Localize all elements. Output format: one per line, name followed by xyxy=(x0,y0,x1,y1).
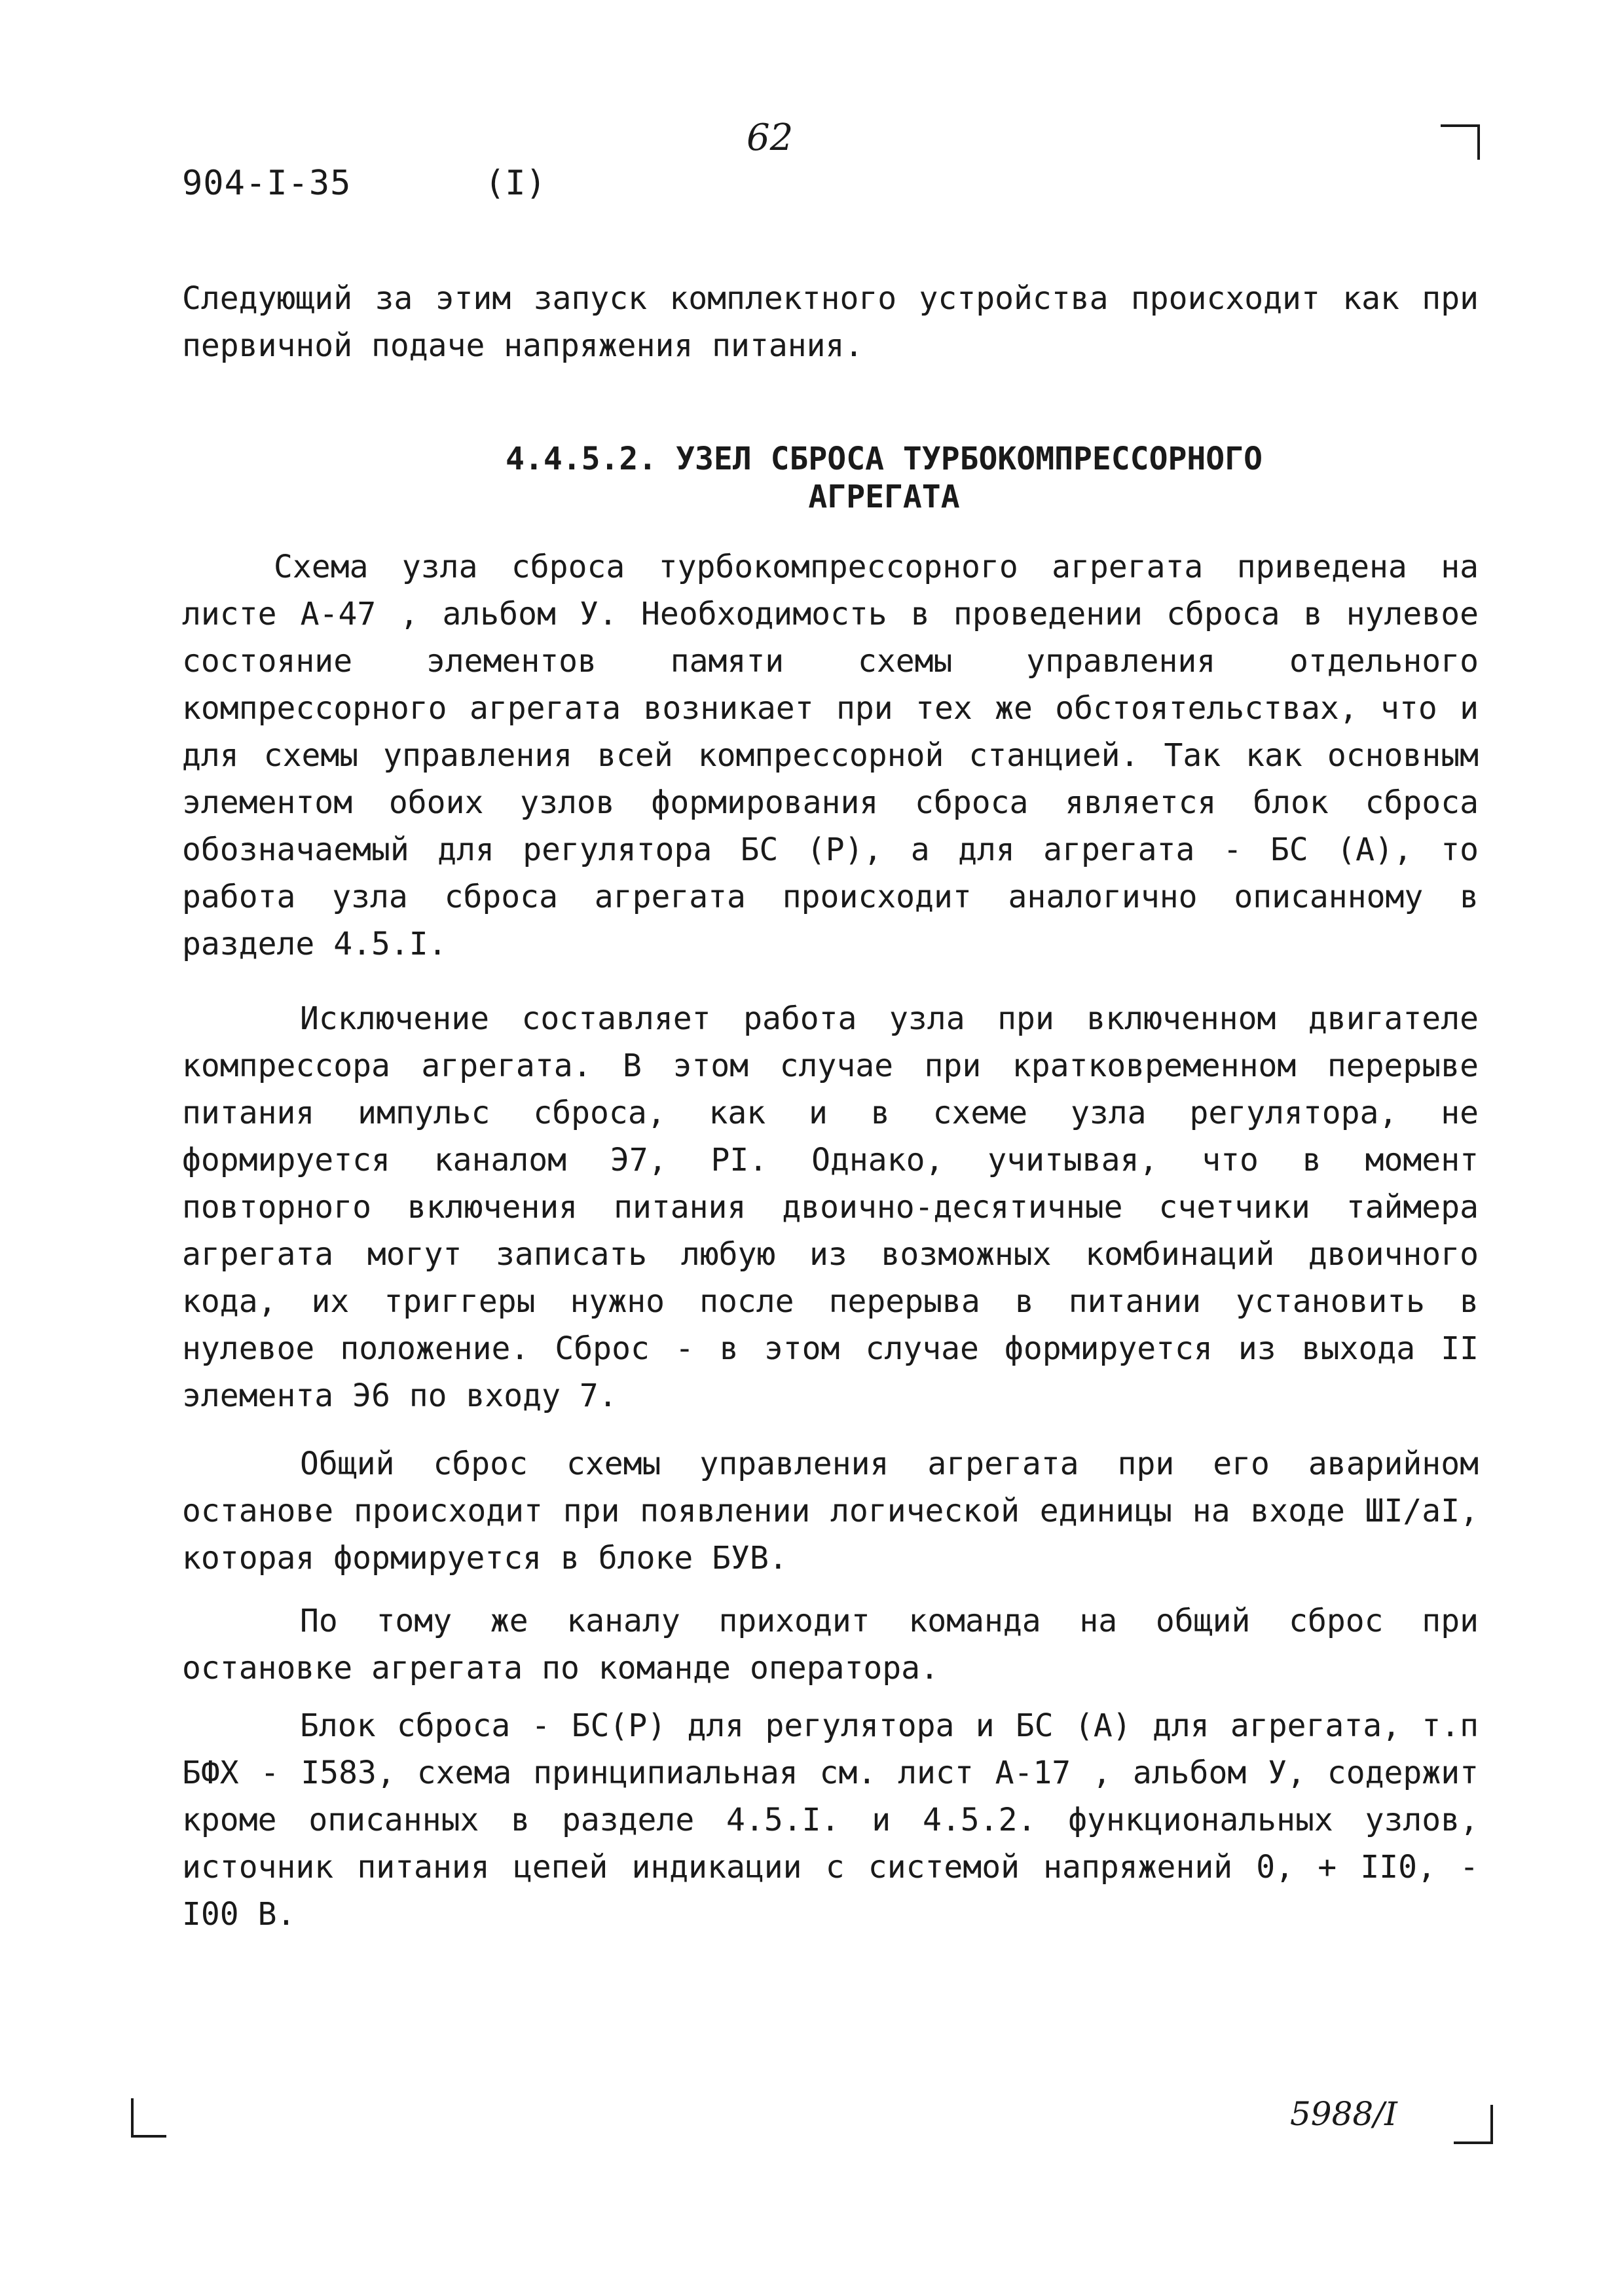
corner-mark-bottom-right xyxy=(1454,2105,1493,2144)
paragraph-2: Исключение составляет работа узла при включенном двигателе компрессора агрегата. В этом случае при кратковременном перерыве питания импульс сброса, как и в схеме узла регулятора, не формируется каналом Э7, PI. Однако, учитывая, что в момент повторного включения питания двоично-десятичные счетчики таймера агрегата могут записать любую из возможных комбинаций двоичного кода, их триггеры нужно после перерыва в питании установить в нулевое положение. Сброс - в этом случае формируется из выхода II элемента Э6 по входу 7. xyxy=(182,1000,1479,1414)
section-heading-line-2: АГРЕГАТА xyxy=(808,479,960,515)
sheet-mark: (I) xyxy=(485,164,546,203)
archive-stamp: 5988/I xyxy=(1290,2095,1397,2133)
intro-paragraph: Следующий за этим запуск комплектного устройства происходит как при первичной подаче напряжения питания. xyxy=(182,280,1479,364)
paragraph-1: Схема узла сброса турбокомпрессорного агрегата приведена на листе А-47 , альбом У. Необходимость в проведении сброса в нулевое состояние элементов памяти схемы управления отдельного компрессорного агрегата возникает при тех же обстоятельствах, что и для схемы управления всей компрессорной станцией. Так как основным элементом обоих узлов формирования сброса является блок сброса обозначаемый для регулятора БС (Р), а для агрегата - БС (А), то работа узла сброса агрегата происходит аналогично описанному в разделе 4.5.I. xyxy=(182,549,1479,962)
section-heading xyxy=(393,440,1375,516)
paragraph-5: Блок сброса - БС(Р) для регулятора и БС (А) для агрегата, т.п БФХ - I583, схема принципиальная см. лист А-17 , альбом У, содержит кроме описанных в разделе 4.5.I. и 4.5.2. функциональных узлов, источник питания цепей индикации с системой напряжений 0, + II0, - I00 В. xyxy=(182,1707,1479,1933)
document-code: 904-I-35 xyxy=(182,164,352,203)
paragraph-4: По тому же каналу приходит команда на общий сброс при остановке агрегата по команде оператора. xyxy=(182,1603,1479,1686)
corner-mark-bottom-left xyxy=(131,2098,166,2138)
corner-mark-top-right xyxy=(1441,124,1480,160)
page-number: 62 xyxy=(747,117,794,159)
section-heading-line-1: 4.4.5.2. УЗЕЛ СБРОСА ТУРБОКОМПРЕССОРНОГО xyxy=(506,441,1263,477)
paragraph-3: Общий сброс схемы управления агрегата при его аварийном останове происходит при появлении логической единицы на входе ШI/aI, которая формируется в блоке БУВ. xyxy=(182,1446,1479,1576)
